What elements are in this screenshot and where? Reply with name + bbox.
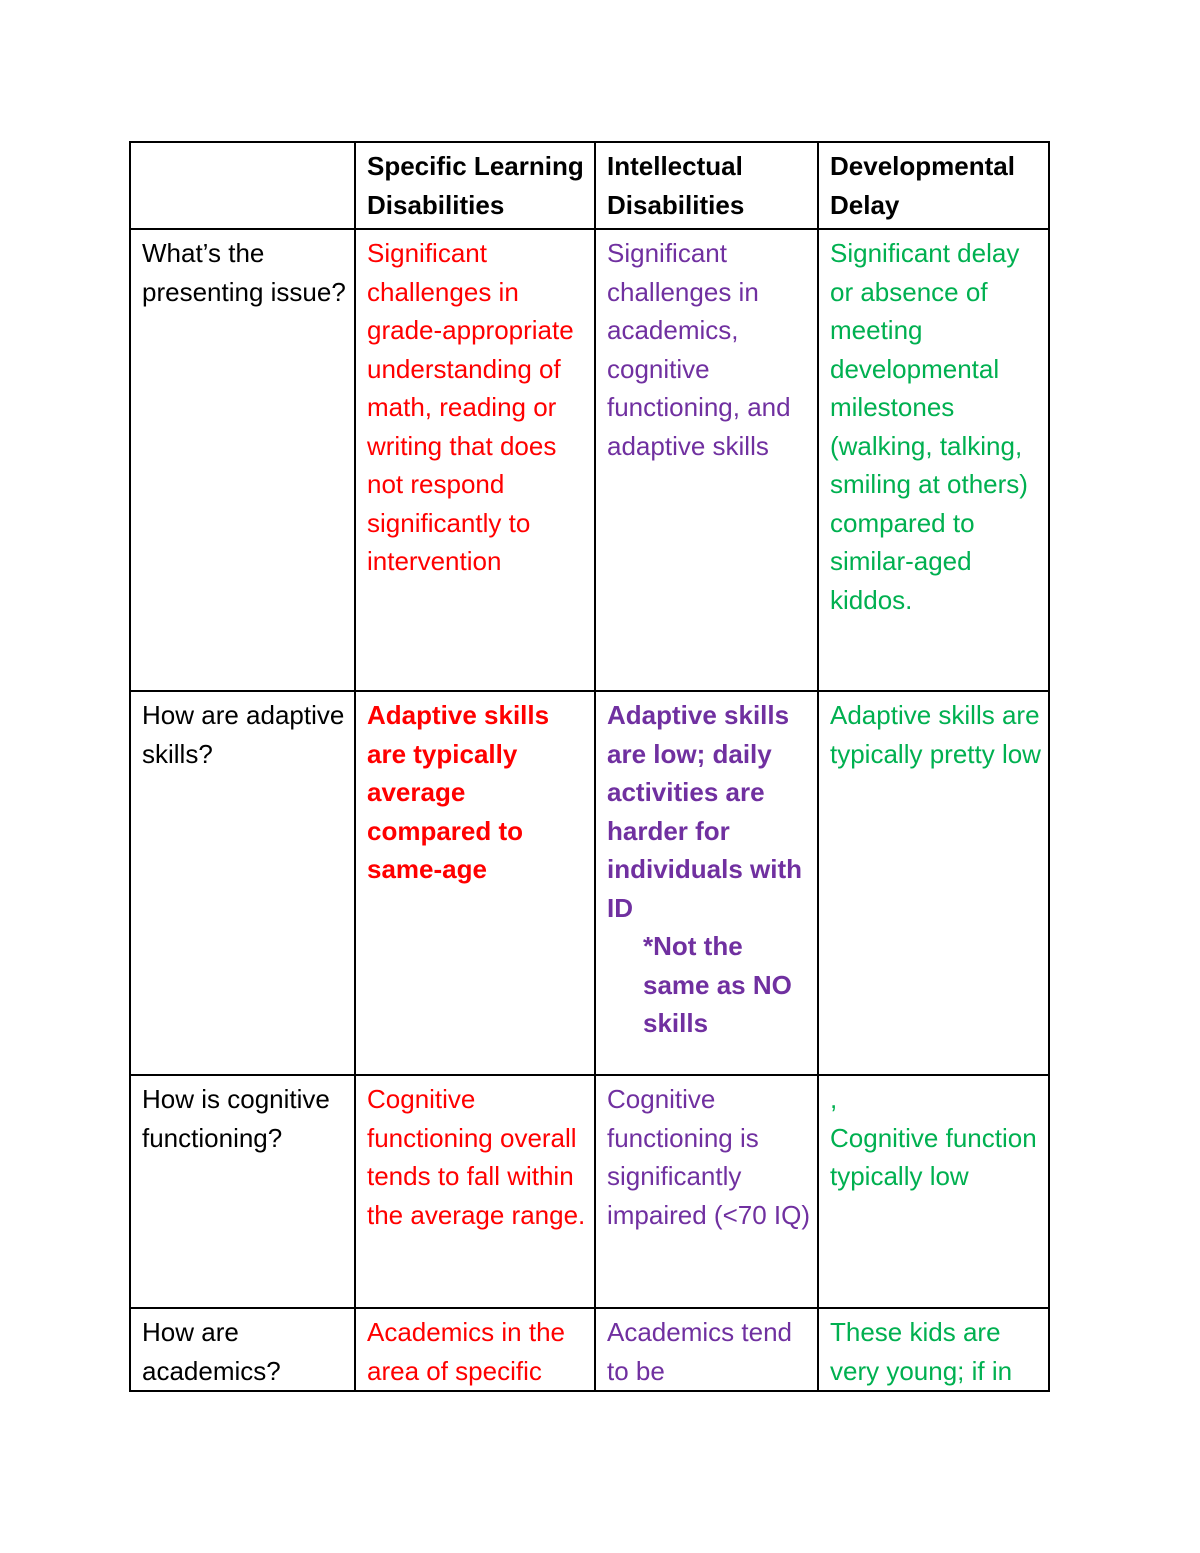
table-row (130, 1075, 1049, 1308)
id-cell-text: Adaptive skills are low; daily activities are harder for individuals with ID (607, 700, 803, 923)
sld-cell: Adaptive skills are typically average compared to same-age (355, 691, 595, 1075)
dd-cell: Adaptive skills are typically pretty low (818, 691, 1049, 1075)
id-cell-note: *Not the same as NO skills (643, 931, 792, 1038)
dd-cell: These kids are very young; if in (818, 1308, 1049, 1391)
header-cell-empty (130, 142, 355, 229)
header-intellectual-disabilities: Intellectual Disabilities (595, 142, 818, 229)
table-header-row (130, 142, 1049, 229)
id-cell (595, 691, 818, 1075)
dd-cell-mark: , (830, 1084, 838, 1114)
comparison-table (129, 141, 1050, 1392)
dd-cell: Significant delay or absence of meeting developmental milestones (walking, talking, smiling at others) compared to similar-aged kiddos. (818, 229, 1049, 691)
question-cell: How are academics? (130, 1308, 355, 1391)
id-cell: Cognitive functioning is significantly impaired (<70 IQ) (595, 1075, 818, 1308)
question-cell: How are adaptive skills? (130, 691, 355, 1075)
table-row (130, 1308, 1049, 1391)
header-specific-learning-disabilities: Specific Learning Disabilities (355, 142, 595, 229)
question-cell: How is cognitive functioning? (130, 1075, 355, 1308)
table-row (130, 691, 1049, 1075)
sld-cell: Significant challenges in grade-appropriate understanding of math, reading or writing that does not respond significantly to intervention (355, 229, 595, 691)
table-row (130, 229, 1049, 691)
dd-cell-text: Cognitive function typically low (830, 1122, 1037, 1191)
id-cell: Significant challenges in academics, cognitive functioning, and adaptive skills (595, 229, 818, 691)
header-developmental-delay: Developmental Delay (818, 142, 1049, 229)
sld-cell: Academics in the area of specific (355, 1308, 595, 1391)
id-cell: Academics tend to be (595, 1308, 818, 1391)
dd-cell (818, 1075, 1049, 1308)
question-cell: What’s the presenting issue? (130, 229, 355, 691)
sld-cell: Cognitive functioning overall tends to fall within the average range. (355, 1075, 595, 1308)
